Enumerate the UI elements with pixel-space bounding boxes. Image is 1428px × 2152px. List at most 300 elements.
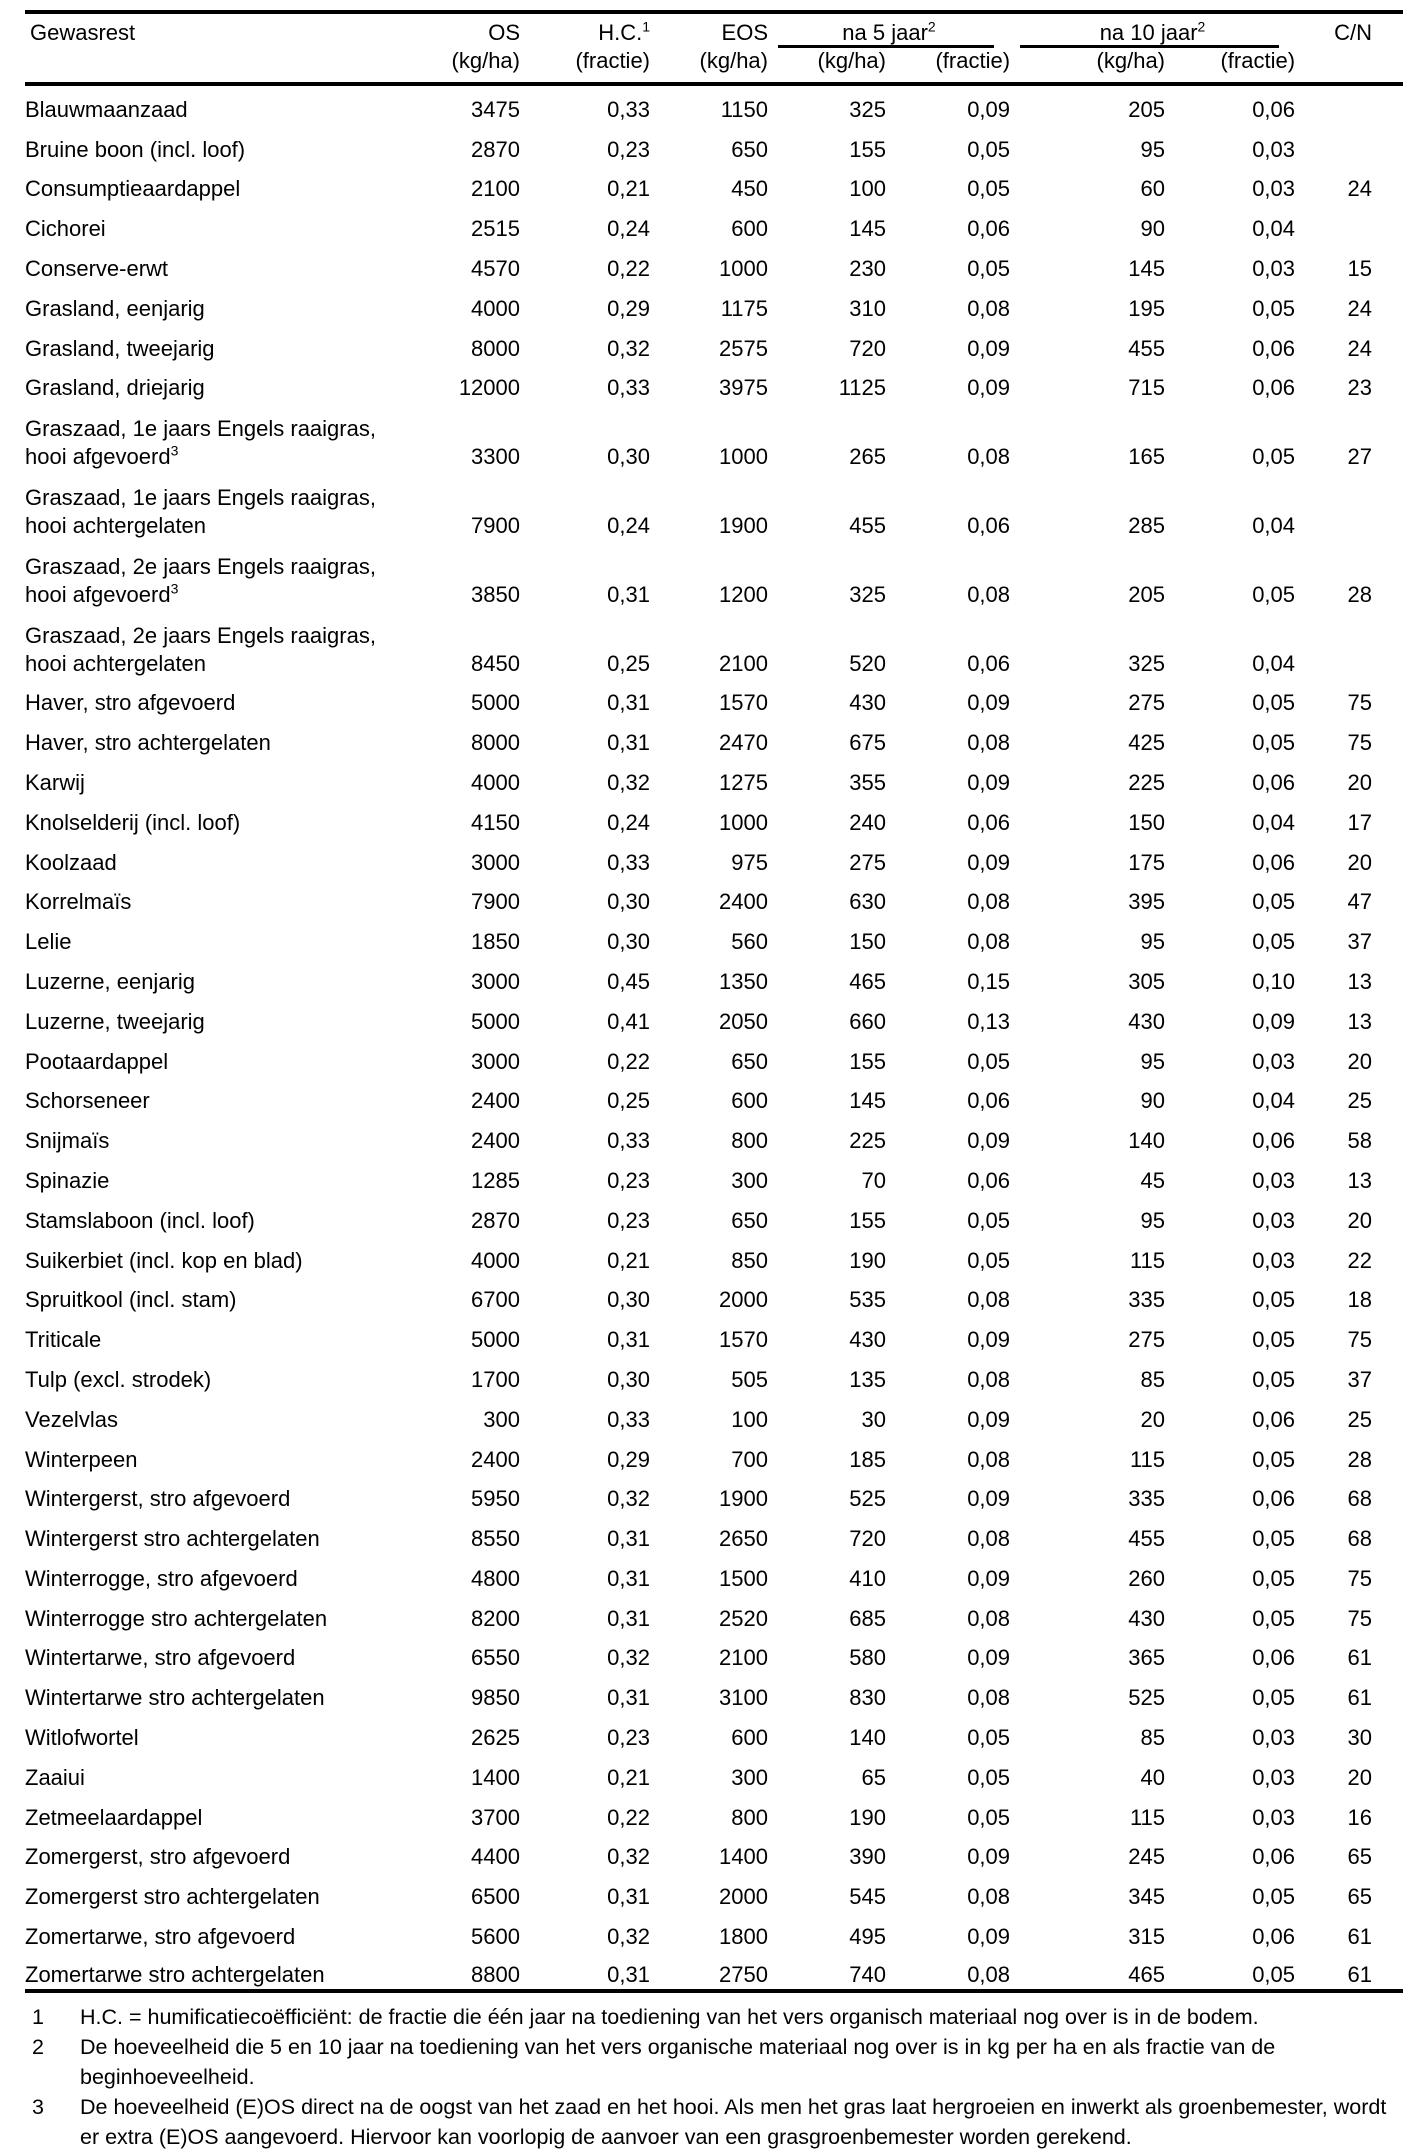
cell-value: 95 [1140,1048,1166,1074]
cell-value: 2400 [471,1128,520,1154]
cell-value: 4000 [471,295,520,321]
cell-value: 75 [1347,1327,1373,1353]
cell-value: 560 [731,929,768,955]
crop-residue-table [25,10,1403,1993]
cell-value: 0,31 [607,1526,650,1552]
cell-value: 4400 [471,1844,520,1870]
cell-value: 5950 [471,1486,520,1512]
crop-label: Cichorei [25,216,106,242]
cell-value: 20 [1347,1048,1373,1074]
cell-value: 700 [731,1446,768,1472]
cell-value: 0,03 [1252,1048,1296,1074]
cell-value: 300 [483,1406,520,1432]
cell-value: 145 [849,216,886,242]
cell-value: 4570 [471,255,520,281]
crop-label: Stamslaboon (incl. loof) [25,1207,255,1233]
cell-value: 275 [849,849,886,875]
cell-value: 315 [1128,1924,1166,1950]
cell-value: 190 [849,1247,886,1273]
table-row [25,678,1403,718]
cell-value: 0,08 [967,1884,1011,1910]
cell-value: 260 [1128,1565,1166,1591]
cell-value: 0,03 [1252,136,1296,162]
unit-na10-kg: (kg/ha) [1010,48,1165,84]
cell-value: 37 [1347,1366,1373,1392]
cell-value: 0,05 [1252,1446,1296,1472]
cell-value: 61 [1347,1645,1373,1671]
cell-value: 0,08 [967,1287,1011,1313]
table-row [25,164,1403,204]
cell-value: 115 [1129,1247,1166,1273]
cell-value: 0,05 [1252,690,1296,716]
cell-value: 0,06 [1252,1645,1296,1671]
cell-value: 0,05 [1165,1951,1295,1991]
crop-label: Triticale [25,1327,102,1353]
cell-value: 0,05 [967,255,1011,281]
header-eos: EOS [721,20,768,45]
cell-value: 1175 [720,295,768,321]
cell-value: 335 [1128,1486,1166,1512]
cell-value: 65 [861,1764,886,1790]
cell-value: 0,45 [607,968,650,994]
cell-value: 300 [731,1167,768,1193]
cell-value: 0,04 [1252,1088,1296,1114]
cell-value: 600 [731,1088,768,1114]
cell-value: 410 [849,1565,886,1591]
unit-na10-fractie: (fractie) [1165,48,1295,84]
cell-value: 0,05 [1252,1685,1296,1711]
crop-label: Wintergerst stro achtergelaten [25,1526,320,1552]
crop-label: Lelie [25,929,72,955]
cell-value: 65 [1347,1884,1373,1910]
cell-value [1295,609,1403,678]
cell-value: 2870 [471,1207,520,1233]
cell-value: 0,06 [1252,849,1296,875]
cell-value: 545 [849,1884,886,1910]
cell-value: 0,32 [607,1645,650,1671]
footnote-number: 3 [32,2094,44,2119]
cell-value: 455 [1128,335,1166,361]
cell-value: 0,09 [967,769,1011,795]
cell-value: 465 [849,968,886,994]
unit-os: (kg/ha) [355,48,520,84]
crop-label: Zaaiui [25,1764,85,1790]
cell-value: 0,31 [520,1951,650,1991]
cell-value: 495 [849,1924,886,1950]
cell-value: 68 [1347,1486,1373,1512]
crop-label: Zetmeelaardappel [25,1804,203,1830]
cell-value: 720 [849,335,886,361]
cell-value: 720 [849,1526,886,1552]
cell-value: 425 [1128,730,1166,756]
header-gewasrest: Gewasrest [30,20,136,45]
cell-value: 0,32 [607,1486,650,1512]
cell-value: 7900 [471,889,520,915]
cell-value: 60 [1140,176,1166,202]
table-row [25,1036,1403,1076]
cell-value: 355 [849,769,886,795]
cell-value: 1000 [719,809,768,835]
cell-value: 90 [1140,1088,1166,1114]
cell-value: 0,32 [607,1924,650,1950]
cell-value: 0,33 [607,849,650,875]
cell-value: 0,06 [1252,1924,1296,1950]
crop-label: Spinazie [25,1167,110,1193]
cell-value: 325 [1128,650,1166,676]
cell-value: 13 [1347,1167,1373,1193]
crop-label: Pootaardappel [25,1048,169,1074]
cell-value: 0,22 [607,255,650,281]
cell-value: 0,09 [967,1486,1011,1512]
crop-label: Zomergerst stro achtergelaten [25,1884,320,1910]
cell-value: 1500 [719,1565,768,1591]
footnote-3 [25,2092,1403,2152]
cell-value: 850 [731,1247,768,1273]
crop-label: Haver, stro afgevoerd [25,690,236,716]
cell-value: 22 [1347,1247,1373,1273]
cell-value: 0,21 [607,1247,650,1273]
cell-value: 650 [731,1207,768,1233]
table-row [25,877,1403,917]
cell-value: 0,08 [886,1951,1010,1991]
cell-value: 1285 [471,1167,520,1193]
cell-value: 100 [849,176,886,202]
cell-value: 225 [1128,769,1166,795]
crop-label: Graszaad, 2e jaars Engels raaigras, hooi afgevoerd$^3$ [25,553,376,607]
table-row [25,363,1403,403]
crop-label: Wintertarwe stro achtergelaten [25,1685,325,1711]
cell-value: 0,08 [967,730,1011,756]
cell-value: 0,04 [1252,650,1296,676]
cell-value: 0,33 [607,1128,650,1154]
cell-value: 305 [1128,968,1166,994]
cell-value: 8000 [471,335,520,361]
cell-value: 0,08 [967,1366,1011,1392]
cell-value: 275 [1128,690,1166,716]
crop-label: Suikerbiet (incl. kop en blad) [25,1247,303,1273]
cell-value: 0,31 [607,690,650,716]
cell-value: 0,25 [607,650,650,676]
cell-value: 13 [1347,968,1373,994]
table-row [25,1076,1403,1116]
footnote-number: 1 [32,2004,44,2029]
cell-value: 6550 [471,1645,520,1671]
table-row [25,1832,1403,1872]
cell-value: 8800 [355,1951,520,1991]
table-row [25,1712,1403,1752]
cell-value: 1700 [471,1366,520,1392]
cell-value: 0,30 [607,929,650,955]
cell-value: 0,23 [607,136,650,162]
cell-value: 430 [1128,1605,1166,1631]
table-row [25,757,1403,797]
cell-value: 28 [1347,1446,1373,1472]
cell-value: 2520 [719,1605,768,1631]
cell-value: 0,31 [607,1685,650,1711]
cell-value: 0,04 [1252,809,1296,835]
cell-value: 0,30 [607,1366,650,1392]
crop-label: Winterrogge stro achtergelaten [25,1605,328,1631]
table-body [25,84,1403,1991]
table-row [25,243,1403,283]
cell-value: 85 [1140,1725,1166,1751]
cell-value: 0,06 [1252,769,1296,795]
cell-value: 75 [1347,1605,1373,1631]
crop-label: Spruitkool (incl. stam) [25,1287,237,1313]
cell-value: 0,09 [967,1924,1011,1950]
cell-value: 0,09 [967,1645,1011,1671]
cell-value: 0,09 [967,1844,1011,1870]
cell-value: 155 [849,1207,886,1233]
table-row [25,837,1403,877]
table-row [25,1513,1403,1553]
cell-value: 0,06 [1252,375,1296,401]
cell-value: 310 [849,295,886,321]
cell-value: 2400 [471,1446,520,1472]
cell-value: 0,04 [1252,216,1296,242]
cell-value: 335 [1128,1287,1166,1313]
cell-value: 0,41 [607,1008,650,1034]
cell-value: 0,03 [1252,1167,1296,1193]
cell-value: 0,03 [1252,1725,1296,1751]
cell-value: 0,08 [967,1446,1011,1472]
cell-value: 285 [1128,512,1166,538]
table-row [25,283,1403,323]
crop-label: Vezelvlas [25,1406,118,1432]
cell-value: 0,09 [967,1565,1011,1591]
cell-value: 0,32 [607,335,650,361]
table-row [25,1394,1403,1434]
cell-value: 800 [731,1804,768,1830]
cell-value: 0,04 [1252,512,1296,538]
cell-value: 0,08 [967,929,1011,955]
cell-value: 3100 [719,1685,768,1711]
table-row [25,1633,1403,1673]
crop-label: Grasland, eenjarig [25,295,205,321]
header-na10-label: na 10 jaar [1099,20,1198,45]
cell-value: 0,05 [1252,929,1296,955]
cell-value: 95 [1140,136,1166,162]
cell-value: 0,06 [1252,1844,1296,1870]
cell-value: 0,05 [1252,1327,1296,1353]
footnote-1 [25,2002,1403,2032]
crop-label: Winterrogge, stro afgevoerd [25,1565,298,1591]
cell-value: 85 [1140,1366,1166,1392]
cell-value: 2575 [719,335,768,361]
cell-value: 145 [1128,255,1166,281]
cell-value: 0,05 [967,1804,1011,1830]
header-cn: C/N [1334,20,1373,45]
cell-value: 3300 [471,444,520,470]
header-na5-label: na 5 jaar [842,20,928,45]
cell-value: 0,05 [967,1764,1011,1790]
cell-value: 430 [849,1327,886,1353]
cell-value: 800 [731,1128,768,1154]
cell-value: 8450 [471,650,520,676]
cell-value: 225 [849,1128,886,1154]
cell-value: 0,31 [607,1565,650,1591]
cell-value: 0,06 [1252,1406,1296,1432]
header-hc-footnote-ref: 1 [642,18,650,35]
cell-value: 0,30 [607,889,650,915]
crop-label: Witlofwortel [25,1725,139,1751]
unit-cn-empty [1295,48,1403,84]
crop-label: Karwij [25,769,85,795]
cell-value: 1275 [719,769,768,795]
table-row [25,916,1403,956]
cell-value: 4150 [471,809,520,835]
cell-value [1295,84,1403,124]
cell-value: 0,05 [1252,1605,1296,1631]
cell-value [1295,203,1403,243]
crop-label: Consumptieaardappel [25,176,241,202]
crop-label: Conserve-erwt [25,255,169,281]
table-row [25,717,1403,757]
cell-value: 0,06 [1252,96,1296,122]
cell-value: 0,06 [967,512,1011,538]
unit-hc: (fractie) [520,48,650,84]
cell-value: 27 [1347,444,1373,470]
cell-value: 20 [1347,769,1373,795]
cell-value: 0,05 [1252,1526,1296,1552]
cell-value: 0,05 [1252,1565,1296,1591]
cell-value: 195 [1128,295,1166,321]
cell-value [1295,471,1403,540]
cell-value: 2400 [719,889,768,915]
cell-value: 0,21 [607,176,650,202]
crop-label: Graszaad, 1e jaars Engels raaigras, hooi afgevoerd$^3$ [25,416,376,470]
cell-value: 61 [1347,1924,1373,1950]
unit-eos: (kg/ha) [650,48,768,84]
cell-value: 2100 [719,1645,768,1671]
cell-value: 975 [731,849,768,875]
cell-value: 1350 [719,968,768,994]
crop-label: Winterpeen [25,1446,138,1472]
cell-value: 175 [1128,849,1166,875]
cell-value: 0,24 [607,512,650,538]
cell-value: 1000 [719,444,768,470]
table-row [25,609,1403,678]
footnotes [25,2002,1403,2152]
table-row [25,1871,1403,1911]
header-os: OS [488,20,520,45]
cell-value: 0,09 [967,1128,1011,1154]
cell-value: 65 [1347,1844,1373,1870]
table-row [25,84,1403,124]
cell-value: 0,23 [607,1725,650,1751]
header-na-5-jaar [768,12,1010,48]
cell-value: 0,31 [607,581,650,607]
crop-label: Korrelmaïs [25,889,132,915]
table-row [25,203,1403,243]
cell-value: 2470 [719,730,768,756]
cell-value: 0,03 [1252,1764,1296,1790]
cell-value: 0,08 [967,1605,1011,1631]
cell-value: 1000 [719,255,768,281]
footnote-text: De hoeveelheid die 5 en 10 jaar na toediening van het vers organische materiaal nog over is in kg per ha en als fractie van de beginhoeveelheid. [80,2034,1276,2089]
cell-value: 1400 [719,1844,768,1870]
cell-value: 325 [849,581,886,607]
cell-value: 5600 [471,1924,520,1950]
cell-value: 20 [1347,1764,1373,1790]
cell-value: 525 [1128,1685,1166,1711]
cell-value: 245 [1128,1844,1166,1870]
cell-value: 61 [1347,1685,1373,1711]
cell-value: 0,31 [607,730,650,756]
table-row [25,1553,1403,1593]
cell-value: 24 [1347,295,1373,321]
cell-value: 0,31 [607,1884,650,1910]
cell-value: 3475 [471,96,520,122]
cell-value: 2400 [471,1088,520,1114]
cell-value: 0,06 [1252,1486,1296,1512]
cell-value: 580 [849,1645,886,1671]
cell-value: 465 [1010,1951,1165,1991]
cell-value: 0,05 [967,1207,1011,1233]
cell-value: 135 [849,1366,886,1392]
cell-value: 1200 [719,581,768,607]
cell-value: 0,05 [1252,889,1296,915]
cell-value: 0,08 [967,1685,1011,1711]
cell-value: 165 [1128,444,1166,470]
header-hc-label: H.C. [598,20,643,45]
crop-label: Snijmaïs [25,1128,110,1154]
cell-value: 450 [731,176,768,202]
cell-value: 24 [1347,335,1373,361]
cell-value: 140 [1128,1128,1166,1154]
cell-value: 0,05 [967,1247,1011,1273]
crop-label: Luzerne, eenjarig [25,968,196,994]
cell-value: 265 [849,444,886,470]
crop-label: Graszaad, 2e jaars Engels raaigras, hooi achtergelaten [25,622,376,676]
cell-value: 505 [731,1366,768,1392]
cell-value: 1125 [838,375,886,401]
cell-value: 4800 [471,1565,520,1591]
table-header [25,12,1403,84]
cell-value: 13 [1347,1008,1373,1034]
table-row [25,124,1403,164]
cell-value: 25 [1347,1406,1373,1432]
cell-value: 0,09 [1252,1008,1296,1034]
crop-label: Haver, stro achtergelaten [25,730,271,756]
cell-value: 6700 [471,1287,520,1313]
cell-value: 3700 [471,1804,520,1830]
unit-empty [25,48,355,84]
cell-value: 0,06 [967,809,1011,835]
cell-value: 45 [1140,1167,1166,1193]
table-row [25,1155,1403,1195]
cell-value: 1800 [719,1924,768,1950]
cell-value: 0,33 [607,96,650,122]
cell-value: 630 [849,889,886,915]
cell-value: 0,05 [1252,581,1296,607]
cell-value: 2000 [719,1287,768,1313]
cell-value: 75 [1347,690,1373,716]
table-row [25,1792,1403,1832]
cell-value: 0,09 [967,1406,1011,1432]
cell-value: 47 [1347,889,1373,915]
cell-value: 150 [1128,809,1166,835]
cell-value: 1400 [471,1764,520,1790]
cell-value: 20 [1347,1207,1373,1233]
cell-value: 1850 [471,929,520,955]
cell-value: 185 [849,1446,886,1472]
table-row [25,1951,1403,1991]
cell-value: 0,22 [607,1804,650,1830]
cell-value: 600 [731,1725,768,1751]
crop-label: Zomertarwe, stro afgevoerd [25,1924,296,1950]
cell-value: 715 [1128,375,1166,401]
